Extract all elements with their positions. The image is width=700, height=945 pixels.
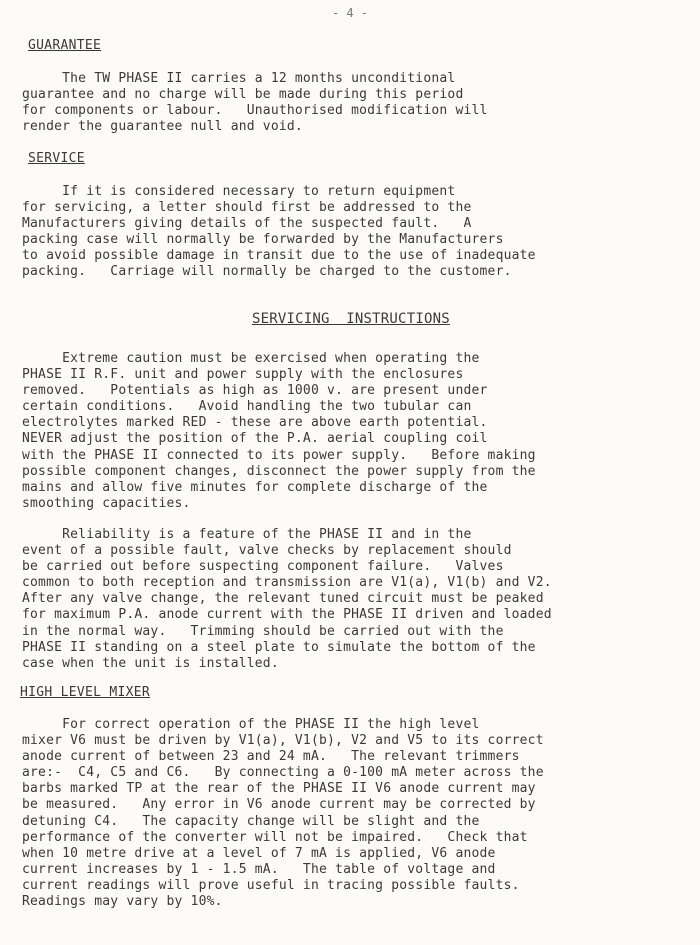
servicing-paragraph-reliability <box>22 527 552 672</box>
text-line: barbs marked TP at the rear of the PHASE II V6 anode current may <box>22 781 536 797</box>
text-line: for servicing, a letter should first be addressed to the <box>22 200 472 216</box>
text-line: mains and allow five minutes for complete discharge of the <box>22 479 488 495</box>
text-line: with the PHASE II connected to its power supply. Before making <box>22 447 536 463</box>
text-line: guarantee and no charge will be made during this period <box>22 87 464 103</box>
text-line: for maximum P.A. anode current with the PHASE II driven and loaded <box>22 607 552 623</box>
text-line: The TW PHASE II carries a 12 months unconditional <box>22 71 456 86</box>
text-line: packing. Carriage will normally be charged to the customer. <box>22 264 512 280</box>
text-line: are:- C4, C5 and C6. By connecting a 0-100 mA meter across the <box>22 765 544 781</box>
text-line: in the normal way. Trimming should be carried out with the <box>22 623 504 639</box>
guarantee-heading: GUARANTEE <box>28 38 102 53</box>
text-line: render the guarantee null and void. <box>22 119 303 135</box>
text-line: possible component changes, disconnect the power supply from the <box>22 463 536 479</box>
text-line: be carried out before suspecting component failure. Valves <box>22 559 504 575</box>
servicing-instructions-heading: SERVICING INSTRUCTIONS <box>252 311 450 327</box>
text-line: Reliability is a feature of the PHASE II and in the <box>22 527 472 542</box>
service-heading: SERVICE <box>28 151 85 166</box>
text-line: smoothing capacities. <box>22 495 191 511</box>
text-line: removed. Potentials as high as 1000 v. are present under <box>22 383 488 399</box>
text-line: anode current of between 23 and 24 mA. The relevant trimmers <box>22 749 520 765</box>
service-paragraph <box>22 184 536 281</box>
guarantee-paragraph <box>22 71 488 135</box>
page-number: - 4 - <box>331 6 369 20</box>
text-line: If it is considered necessary to return equipment <box>22 184 456 199</box>
high-level-mixer-heading: HIGH LEVEL MIXER <box>20 685 151 700</box>
text-line: Manufacturers giving details of the suspected fault. A <box>22 216 472 232</box>
text-line: certain conditions. Avoid handling the two tubular can <box>22 399 472 415</box>
text-line: detuning C4. The capacity change will be slight and the <box>22 813 480 829</box>
text-line: current readings will prove useful in tracing possible faults. <box>22 877 520 893</box>
text-line: Readings may vary by 10%. <box>22 894 223 910</box>
text-line: performance of the converter will not be impaired. Check that <box>22 829 528 845</box>
text-line: Extreme caution must be exercised when operating the <box>22 351 480 366</box>
text-line: NEVER adjust the position of the P.A. aerial coupling coil <box>22 431 488 447</box>
text-line: case when the unit is installed. <box>22 655 279 671</box>
servicing-paragraph-caution <box>22 351 536 512</box>
text-line: to avoid possible damage in transit due to the use of inadequate <box>22 248 536 264</box>
text-line: electrolytes marked RED - these are above earth potential. <box>22 415 488 431</box>
text-line: PHASE II R.F. unit and power supply with the enclosures <box>22 367 464 383</box>
text-line: event of a possible fault, valve checks by replacement should <box>22 543 512 559</box>
text-line: when 10 metre drive at a level of 7 mA is applied, V6 anode <box>22 845 496 861</box>
text-line: packing case will normally be forwarded by the Manufacturers <box>22 232 504 248</box>
text-line: PHASE II standing on a steel plate to simulate the bottom of the <box>22 639 536 655</box>
text-line: for components or labour. Unauthorised modification will <box>22 103 488 119</box>
text-line: mixer V6 must be driven by V1(a), V1(b), V2 and V5 to its correct <box>22 733 544 749</box>
text-line: For correct operation of the PHASE II the high level <box>22 717 480 732</box>
text-line: current increases by 1 - 1.5 mA. The table of voltage and <box>22 861 496 877</box>
text-line: After any valve change, the relevant tuned circuit must be peaked <box>22 591 544 607</box>
text-line: be measured. Any error in V6 anode current may be corrected by <box>22 797 536 813</box>
high-level-mixer-paragraph <box>22 717 544 910</box>
text-line: common to both reception and transmission are V1(a), V1(b) and V2. <box>22 575 552 591</box>
